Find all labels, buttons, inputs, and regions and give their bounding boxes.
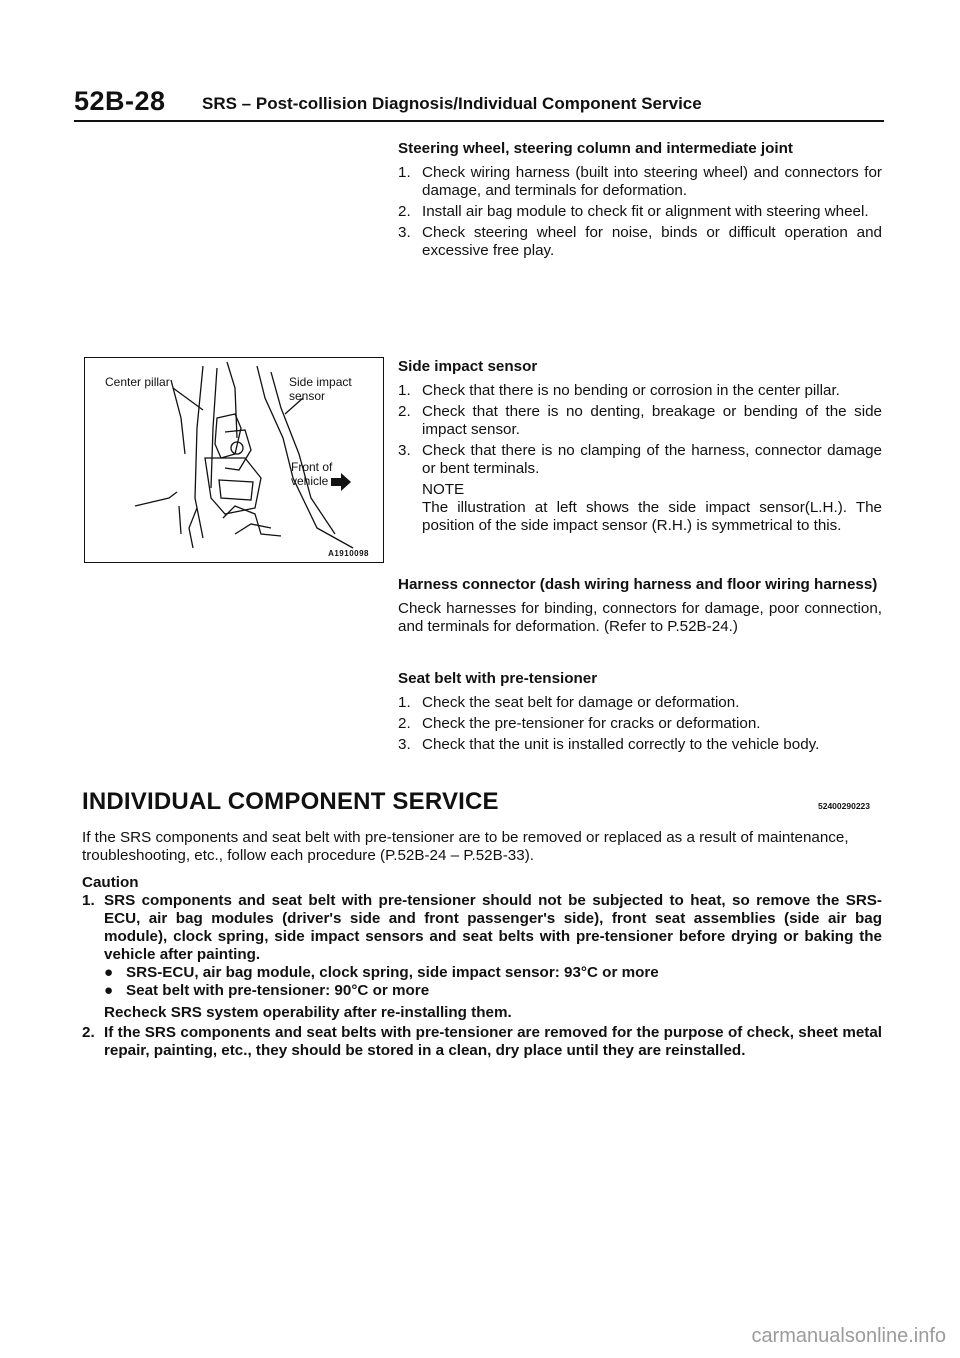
section-title: SRS – Post-collision Diagnosis/Individual Component Service <box>202 94 702 113</box>
caution-block <box>82 874 882 1060</box>
list-item: 3. Check steering wheel for noise, binds or difficult operation and excessive free play. <box>398 224 882 259</box>
side-impact-label: Side impact <box>289 375 352 389</box>
front-of-label: Front of <box>291 460 333 474</box>
watermark: carmanualsonline.info <box>751 1325 946 1347</box>
figure-code: A1910098 <box>328 549 369 558</box>
list-item: 1. Check that there is no bending or corrosion in the center pillar. <box>398 382 840 399</box>
list-item: 1. Check the seat belt for damage or deformation. <box>398 694 740 711</box>
harness-section <box>398 576 882 636</box>
seat-belt-section <box>398 670 882 757</box>
center-pillar-label: Center pillar <box>105 375 170 389</box>
list-item: 2. Install air bag module to check fit or alignment with steering wheel. <box>398 203 869 220</box>
caution-item-2: 2. If the SRS components and seat belts with pre-tensioner are removed for the purpose of check, sheet metal repair, painting, etc., they should be stored in a clean, dry place until they are reinstalled. <box>82 1024 882 1059</box>
harness-heading: Harness connector (dash wiring harness and floor wiring harness) <box>398 576 878 593</box>
list-item: 1. Check wiring harness (built into steering wheel) and connectors for damage, and terminals for deformation. <box>398 164 882 199</box>
steering-heading: Steering wheel, steering column and intermediate joint <box>398 140 793 157</box>
page-header <box>74 86 894 120</box>
individual-service-title: INDIVIDUAL COMPONENT SERVICE <box>82 788 499 815</box>
arrow-right-icon <box>331 473 351 491</box>
steering-list <box>398 164 882 260</box>
page-number: 52B-28 <box>74 86 166 116</box>
list-item: 2. Check that there is no denting, breakage or bending of the side impact sensor. <box>398 403 882 438</box>
caution-bullet: ● SRS-ECU, air bag module, clock spring, side impact sensor: 93°C or more <box>104 964 659 981</box>
seat-belt-list <box>398 694 882 754</box>
list-item: 3. Check that the unit is installed correctly to the vehicle body. <box>398 736 820 753</box>
note-text: The illustration at left shows the side impact sensor(L.H.). The position of the side impact sensor (R.H.) is symmetrical to this. <box>422 499 882 534</box>
vehicle-label: vehicle <box>291 474 329 488</box>
harness-text: Check harnesses for binding, connectors for damage, poor connection, and terminals for deformation. (Refer to P.52B-24.) <box>398 600 882 635</box>
side-impact-section <box>398 358 882 538</box>
caution-bullet: ● Seat belt with pre-tensioner: 90°C or more <box>104 982 430 999</box>
side-impact-sensor-figure <box>84 357 384 563</box>
caution-item-1: 1. SRS components and seat belt with pre-tensioner should not be subjected to heat, so remove the SRS-ECU, air bag modules (driver's side and front passenger's side), front seat assemblies (side air bag module), clock spring, side impact sensors and seat belts with pre-tensioner before drying or baking the vehicle after painting. <box>82 892 882 963</box>
sensor-label: sensor <box>289 389 326 403</box>
caution-label: Caution <box>82 874 139 891</box>
recheck-text: Recheck SRS system operability after re-installing them. <box>104 1004 512 1021</box>
side-impact-heading: Side impact sensor <box>398 358 538 375</box>
list-item: 2. Check the pre-tensioner for cracks or deformation. <box>398 715 761 732</box>
header-rule <box>74 120 884 122</box>
steering-section <box>398 140 882 263</box>
section-code: 52400290223 <box>818 801 871 811</box>
seat-belt-heading: Seat belt with pre-tensioner <box>398 670 598 687</box>
list-item: 3. Check that there is no clamping of the harness, connector damage or bent terminals. NOTE The illustration at left shows the side impact sensor(L.H.). The position of the side impact sensor (R.H.) is symmetrical to this. <box>398 442 882 534</box>
intro-paragraph: If the SRS components and seat belt with pre-tensioner are to be removed or replaced as a result of maintenance, troubleshooting, etc., follow each procedure (P.52B-24 – P.52B-33). <box>82 829 849 864</box>
side-impact-list <box>398 382 882 535</box>
note-label: NOTE <box>422 481 465 498</box>
